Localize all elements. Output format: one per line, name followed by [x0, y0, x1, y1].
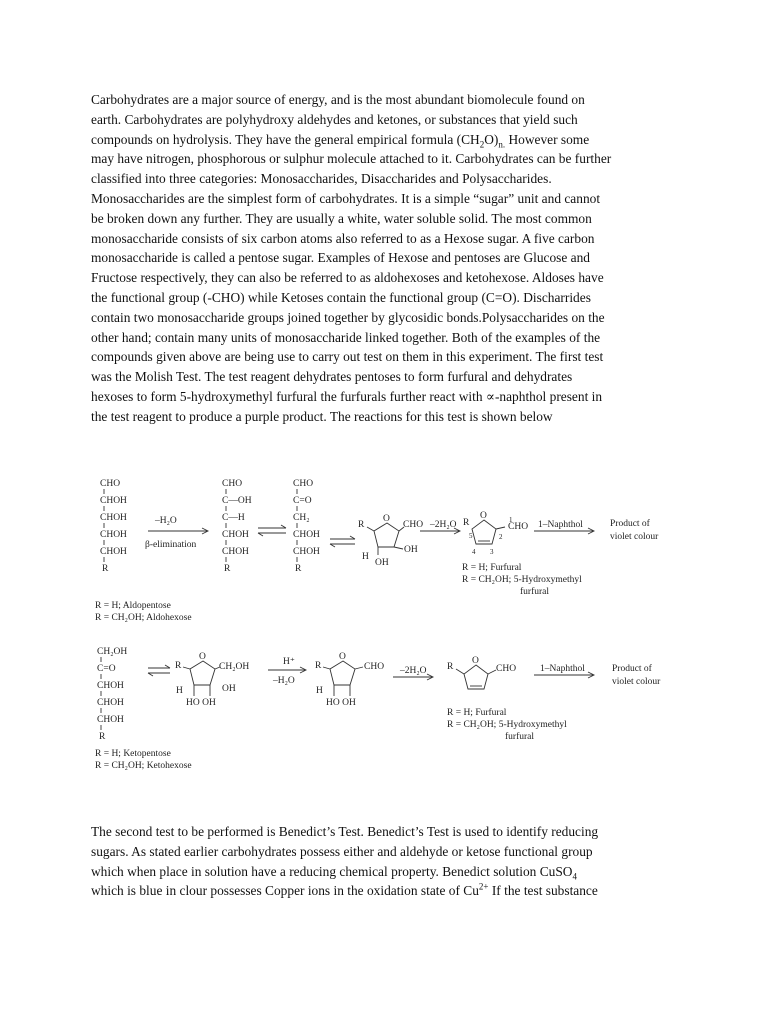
svg-text:O: O — [199, 652, 206, 662]
svg-text:CH₂OH: CH₂OH — [97, 647, 128, 657]
svg-text:CHO: CHO — [508, 522, 529, 532]
text-line: the test reagent to produce a purple product. The reactions for this test is shown below — [91, 408, 553, 424]
svg-text:C=O: C=O — [293, 496, 312, 506]
violet-product — [610, 518, 659, 542]
text-line: monosaccharide is called a pentose sugar. Examples of Hexose and pentoses are Glucose and — [91, 250, 591, 266]
text-line-cuso4: which when place in solution have a reducing chemical property. Benedict solution CuSO$_4$ — [91, 863, 577, 882]
svg-text:–2H₂O: –2H₂O — [430, 520, 457, 530]
svg-text:5: 5 — [469, 532, 473, 540]
naphthol-arrow — [534, 520, 594, 534]
svg-text:CHOH: CHOH — [97, 698, 124, 708]
svg-text:OH: OH — [222, 684, 236, 694]
svg-text:OH: OH — [404, 545, 418, 555]
svg-text:violet colour: violet colour — [610, 532, 659, 542]
beta-elimination-arrow — [145, 516, 208, 550]
dehydration-arrow — [420, 520, 460, 534]
svg-text:furfural: furfural — [505, 732, 535, 742]
intro-paragraph — [91, 90, 676, 427]
svg-text:Product of: Product of — [610, 519, 650, 529]
text-line: may have nitrogen, phosphorous or sulphur molecule attached to it. Carbohydrates can be further — [91, 151, 612, 167]
chain-group: CHOH — [100, 513, 127, 523]
svg-text:3: 3 — [490, 548, 494, 556]
svg-text:CHO: CHO — [293, 479, 314, 489]
svg-text:R: R — [447, 662, 454, 672]
svg-text:furfural: furfural — [520, 587, 550, 597]
furfural-ring — [447, 656, 516, 689]
svg-text:CHOH: CHOH — [293, 547, 320, 557]
ketose-chain — [97, 647, 127, 742]
chain-group: CHOH — [100, 496, 127, 506]
svg-text:1–Naphthol: 1–Naphthol — [538, 520, 583, 530]
furfural-ring — [463, 511, 528, 556]
svg-text:Product of: Product of — [612, 664, 652, 674]
equilibrium-arrow — [258, 525, 286, 536]
svg-text:1–Naphthol: 1–Naphthol — [540, 664, 585, 674]
svg-text:CHOH: CHOH — [222, 547, 249, 557]
svg-text:H⁺: H⁺ — [283, 657, 295, 667]
furanose-ring — [175, 652, 249, 708]
furanose-aldehyde — [315, 652, 384, 708]
svg-text:H: H — [176, 686, 183, 696]
text-line: Monosaccharides are the simplest form of carbohydrates. It is a simple “sugar” unit and cannot — [91, 190, 601, 206]
svg-text:H: H — [316, 686, 323, 696]
benedict-paragraph — [91, 822, 676, 901]
text-line: was the Molish Test. The test reagent dehydrates pentoses to form furfural and dehydrates — [91, 369, 573, 385]
svg-text:R: R — [358, 520, 365, 530]
svg-text:CHO: CHO — [364, 662, 385, 672]
equilibrium-arrow — [330, 536, 355, 547]
text-line: monosaccharide consists of six carbon atoms also referred to as a Hexose sugar. A five carbon — [91, 230, 595, 246]
svg-text:β-elimination: β-elimination — [145, 540, 197, 550]
text-line: compounds given above are being use to carry out test on them in this experiment. The first test — [91, 349, 604, 365]
molisch-reaction-figure — [0, 465, 768, 785]
chain-group: CHOH — [100, 530, 127, 540]
text-line: classified into three categories: Monosaccharides, Disaccharides and Polysaccharides. — [91, 171, 552, 187]
svg-text:CH₂OH: CH₂OH — [219, 662, 250, 672]
svg-text:HO OH: HO OH — [186, 698, 216, 708]
svg-text:–H₂O: –H₂O — [273, 676, 295, 686]
svg-text:OH: OH — [375, 558, 389, 568]
aldose-legend — [95, 601, 192, 623]
svg-text:–2H₂O: –2H₂O — [400, 666, 427, 676]
svg-text:R: R — [99, 732, 106, 742]
svg-text:–H₂O: –H₂O — [155, 516, 177, 526]
svg-text:R: R — [463, 518, 470, 528]
svg-text:C=O: C=O — [97, 664, 116, 674]
chain-group: CHO — [100, 479, 121, 489]
text-line: contain two monosaccharide groups joined together by glycosidic bonds.Polysaccharides on the — [91, 309, 605, 325]
text-line: earth. Carbohydrates are polyhydroxy aldehydes and ketones, or substances that yield such — [91, 111, 578, 127]
text-line: sugars. As stated earlier carbohydrates possess either and aldehyde or ketose functional group — [91, 843, 593, 859]
text-line-formula: compounds on hydrolysis. They have the general empirical formula $(CH_2O)_{n.}$ However some — [91, 131, 590, 150]
svg-text:HO OH: HO OH — [326, 698, 356, 708]
ring-oxygen: O — [383, 514, 390, 524]
svg-text:O: O — [472, 656, 479, 666]
svg-text:R: R — [315, 661, 322, 671]
svg-text:R: R — [224, 564, 231, 574]
svg-text:R = H; Ketopentose: R = H; Ketopentose — [95, 749, 171, 759]
equilibrium-arrow — [148, 665, 170, 676]
acid-dehydration-arrow — [268, 657, 306, 686]
svg-text:R = CH₂OH; 5-Hydroxymethyl: R = CH₂OH; 5-Hydroxymethyl — [447, 720, 567, 730]
text-line: The second test to be performed is Benedict’s Test. Benedict’s Test is used to identify reducing — [91, 824, 599, 839]
svg-text:R = CH₂OH; Ketohexose: R = CH₂OH; Ketohexose — [95, 761, 192, 771]
text-line: other hand; contain many units of monosaccharide linked together. Both of the examples of the — [91, 329, 601, 345]
violet-product — [612, 663, 661, 687]
chain-group: R — [102, 564, 109, 574]
text-line: hexoses to form 5-hydroxymethyl furfural the furfurals further react with ∝-naphthol present in — [91, 388, 603, 404]
svg-text:R = CH₂OH; Aldohexose: R = CH₂OH; Aldohexose — [95, 613, 192, 623]
svg-text:R = CH₂OH; 5-Hydroxymethyl: R = CH₂OH; 5-Hydroxymethyl — [462, 575, 582, 585]
keto-chain — [293, 479, 320, 574]
svg-text:CHOH: CHOH — [97, 715, 124, 725]
svg-text:CHOH: CHOH — [293, 530, 320, 540]
svg-text:violet colour: violet colour — [612, 677, 661, 687]
svg-text:2: 2 — [499, 533, 503, 541]
dehydration-arrow — [393, 666, 433, 680]
svg-text:4: 4 — [472, 548, 476, 556]
svg-text:CHOH: CHOH — [97, 681, 124, 691]
svg-text:CHO: CHO — [222, 479, 243, 489]
svg-text:O: O — [480, 511, 487, 521]
text-line: Fructose respectively, they can also be referred to as aldohexoses and ketohexose. Aldoses have — [91, 270, 604, 286]
svg-text:R = H; Furfural: R = H; Furfural — [462, 563, 522, 573]
text-line: be broken down any further. They are usually a white, water soluble solid. The most common — [91, 210, 592, 226]
svg-text:R = H; Furfural: R = H; Furfural — [447, 708, 507, 718]
furfural-note — [462, 562, 582, 597]
svg-text:CHO: CHO — [496, 664, 517, 674]
svg-text:C—H: C—H — [222, 513, 245, 523]
enediol-chain — [222, 479, 252, 574]
text-line-cu-ion: which is blue in clour possesses Copper ions in the oxidation state of $Cu^{2+}$ If the test substance — [91, 881, 598, 899]
svg-text:1: 1 — [509, 516, 513, 524]
svg-text:R = H; Aldopentose: R = H; Aldopentose — [95, 601, 171, 611]
svg-text:C—OH: C—OH — [222, 496, 252, 506]
svg-text:CH₂: CH₂ — [293, 513, 310, 523]
ketose-legend — [95, 749, 192, 771]
text-line: the functional group (-CHO) while Ketoses contain the functional group (C=O). Discharrides — [91, 289, 591, 305]
text-line: Carbohydrates are a major source of energy, and is the most abundant biomolecule found on — [91, 92, 585, 107]
svg-text:O: O — [339, 652, 346, 662]
aldose-chain — [100, 479, 127, 574]
furfural-note — [447, 707, 567, 742]
svg-text:H: H — [362, 552, 369, 562]
svg-text:R: R — [295, 564, 302, 574]
chain-group: CHOH — [100, 547, 127, 557]
svg-text:R: R — [175, 661, 182, 671]
svg-text:CHO: CHO — [403, 520, 424, 530]
cyclic-intermediate — [358, 514, 423, 568]
naphthol-arrow — [534, 664, 594, 678]
svg-text:CHOH: CHOH — [222, 530, 249, 540]
